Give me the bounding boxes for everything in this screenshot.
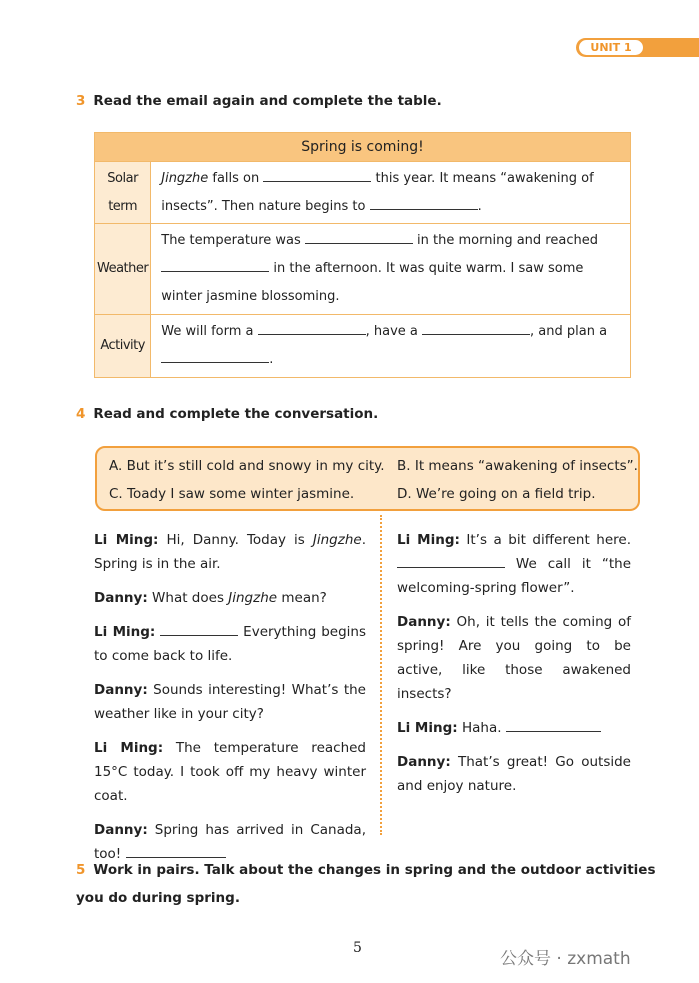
blank[interactable] — [161, 348, 269, 363]
option-d: D. We’re going on a field trip. — [397, 486, 596, 502]
section-3-heading — [76, 93, 442, 109]
dialog-line: Danny: Spring has arrived in Canada, too! — [94, 822, 366, 862]
dialog-line: Danny: Oh, it tells the coming of spring! Are you going to be active, like those awakened insects? — [397, 614, 631, 702]
section-title: Read the email again and complete the table. — [93, 93, 442, 109]
section-number: 3 — [76, 93, 86, 109]
blank[interactable] — [506, 717, 601, 732]
table-cell: We will form a , have a , and plan a . — [151, 315, 631, 378]
table-title: Spring is coming! — [95, 133, 631, 162]
column-divider — [380, 515, 382, 835]
row-label: Weather — [95, 224, 151, 315]
dialog-line: Li Ming: It’s a bit different here. We call it “the welcoming-spring flower”. — [397, 532, 631, 596]
unit-label: UNIT 1 — [578, 39, 644, 56]
dialog-left — [94, 528, 366, 876]
section-5-heading — [76, 856, 656, 912]
watermark: 公众号 · zxmath — [500, 949, 631, 969]
section-number: 5 — [76, 862, 86, 878]
dialog-line: Li Ming: The temperature reached 15°C today. I took off my heavy winter coat. — [94, 740, 366, 804]
page-number: 5 — [353, 940, 362, 956]
row-label: Solar term — [95, 162, 151, 224]
blank[interactable] — [161, 257, 269, 272]
table-cell: The temperature was in the morning and reached in the afternoon. It was quite warm. I saw some winter jasmine blossoming. — [151, 224, 631, 315]
blank[interactable] — [258, 320, 366, 335]
section-4-heading — [76, 406, 378, 422]
dialog-line: Li Ming: Hi, Danny. Today is Jingzhe. Spring is in the air. — [94, 532, 366, 572]
option-c: C. Toady I saw some winter jasmine. — [109, 486, 355, 502]
option-a: A. But it’s still cold and snowy in my city. — [109, 458, 385, 474]
section-number: 4 — [76, 406, 86, 422]
dialog-line: Danny: That’s great! Go outside and enjoy nature. — [397, 754, 631, 794]
row-label: Activity — [95, 315, 151, 378]
blank[interactable] — [397, 553, 505, 568]
spring-table — [94, 132, 631, 378]
section-title: Read and complete the conversation. — [93, 406, 379, 422]
blank[interactable] — [160, 621, 238, 636]
dialog-line: Danny: Sounds interesting! What’s the weather like in your city? — [94, 682, 366, 722]
dialog-right — [397, 528, 631, 808]
dialog-line: Li Ming: Everything begins to come back to life. — [94, 620, 366, 668]
option-b: B. It means “awakening of insects”. — [397, 458, 638, 474]
blank[interactable] — [305, 229, 413, 244]
options-box — [95, 446, 640, 511]
blank[interactable] — [422, 320, 530, 335]
table-cell: Jingzhe falls on this year. It means “awakening of insects”. Then nature begins to . — [151, 162, 631, 224]
section-title: Work in pairs. Talk about the changes in spring and the outdoor activities you do during spring. — [76, 862, 656, 906]
dialog-line: Danny: What does Jingzhe mean? — [94, 590, 327, 606]
dialog-line: Li Ming: Haha. — [397, 716, 631, 740]
blank[interactable] — [370, 195, 478, 210]
blank[interactable] — [263, 167, 371, 182]
